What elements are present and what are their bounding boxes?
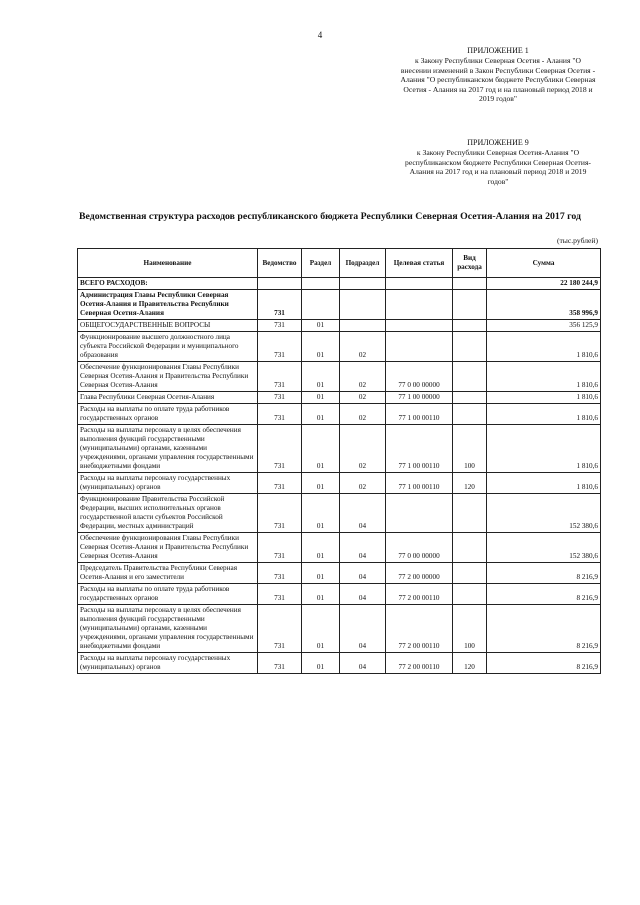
- column-header-expense-type: Вид расхода: [453, 249, 487, 278]
- row-name-cell: Функционирование высшего должностного лица субъекта Российской Федерации и муниципального образования: [78, 332, 258, 362]
- appendix-1-heading: ПРИЛОЖЕНИЕ 1: [467, 46, 529, 55]
- table-row: [78, 320, 601, 332]
- row-target-article-cell: 77 0 00 00000: [386, 362, 453, 392]
- row-department-cell: [258, 278, 302, 290]
- row-expense-type-cell: [453, 278, 487, 290]
- row-section-cell: 01: [302, 362, 340, 392]
- row-name-cell: Расходы на выплаты персоналу государственных (муниципальных) органов: [78, 473, 258, 494]
- row-subsection-cell: [340, 290, 386, 320]
- row-expense-type-cell: [453, 404, 487, 425]
- row-section-cell: 01: [302, 473, 340, 494]
- column-header-section: Раздел: [302, 249, 340, 278]
- row-section-cell: 01: [302, 404, 340, 425]
- row-subsection-cell: [340, 278, 386, 290]
- row-target-article-cell: 77 1 00 00110: [386, 404, 453, 425]
- column-header-target-article: Целевая статья: [386, 249, 453, 278]
- row-amount-cell: 8 216,9: [487, 653, 601, 674]
- row-amount-cell: 1 810,6: [487, 473, 601, 494]
- row-target-article-cell: 77 1 00 00110: [386, 473, 453, 494]
- row-expense-type-cell: [453, 320, 487, 332]
- row-name-cell: ОБЩЕГОСУДАРСТВЕННЫЕ ВОПРОСЫ: [78, 320, 258, 332]
- row-department-cell: 731: [258, 362, 302, 392]
- row-subsection-cell: 04: [340, 605, 386, 653]
- table-row: [78, 473, 601, 494]
- row-target-article-cell: 77 2 00 00110: [386, 653, 453, 674]
- units-label: (тыс.рублей): [556, 236, 598, 245]
- table-row: [78, 563, 601, 584]
- appendix-1-block: [400, 46, 596, 103]
- row-name-cell: Расходы на выплаты персоналу государственных (муниципальных) органов: [78, 653, 258, 674]
- row-section-cell: 01: [302, 584, 340, 605]
- row-department-cell: 731: [258, 320, 302, 332]
- row-expense-type-cell: [453, 392, 487, 404]
- table-row: [78, 533, 601, 563]
- row-amount-cell: 356 125,9: [487, 320, 601, 332]
- row-name-cell: Расходы на выплаты персоналу в целях обеспечения выполнения функций государственными (муниципальными) органами, казенными учреждениями, органами управления государственными внебюджетными фондами: [78, 605, 258, 653]
- row-department-cell: 731: [258, 605, 302, 653]
- row-section-cell: 01: [302, 563, 340, 584]
- row-department-cell: 731: [258, 425, 302, 473]
- row-target-article-cell: 77 2 00 00110: [386, 605, 453, 653]
- row-name-cell: Расходы на выплаты персоналу в целях обеспечения выполнения функций государственными (муниципальными) органами, казенными учреждениями, органами управления государственными внебюджетными фондами: [78, 425, 258, 473]
- row-target-article-cell: [386, 278, 453, 290]
- appendix-9-text: к Закону Республики Северная Осетия-Алания "О республиканском бюджете Республики Северная Осетия-Алания на 2017 год и на плановый период 2018 и 2019 годов": [405, 148, 591, 186]
- column-header-subsection: Подраздел: [340, 249, 386, 278]
- row-amount-cell: 1 810,6: [487, 425, 601, 473]
- row-subsection-cell: 04: [340, 563, 386, 584]
- row-target-article-cell: 77 1 00 00110: [386, 425, 453, 473]
- row-subsection-cell: 02: [340, 404, 386, 425]
- row-expense-type-cell: 100: [453, 425, 487, 473]
- row-expense-type-cell: 120: [453, 653, 487, 674]
- row-section-cell: 01: [302, 605, 340, 653]
- row-name-cell: Председатель Правительства Республики Северная Осетия-Алания и его заместители: [78, 563, 258, 584]
- row-name-cell: ВСЕГО РАСХОДОВ:: [78, 278, 258, 290]
- row-subsection-cell: 04: [340, 653, 386, 674]
- table-row: [78, 392, 601, 404]
- row-department-cell: 731: [258, 563, 302, 584]
- table-row: [78, 653, 601, 674]
- row-department-cell: 731: [258, 494, 302, 533]
- row-department-cell: 731: [258, 584, 302, 605]
- row-name-cell: Расходы на выплаты по оплате труда работников государственных органов: [78, 584, 258, 605]
- row-section-cell: 01: [302, 332, 340, 362]
- row-name-cell: Расходы на выплаты по оплате труда работников государственных органов: [78, 404, 258, 425]
- page-number: 4: [317, 30, 323, 40]
- row-target-article-cell: [386, 332, 453, 362]
- row-expense-type-cell: [453, 332, 487, 362]
- row-expense-type-cell: [453, 362, 487, 392]
- row-section-cell: [302, 278, 340, 290]
- table-row: [78, 404, 601, 425]
- row-amount-cell: 1 810,6: [487, 362, 601, 392]
- row-name-cell: Глава Республики Северная Осетия-Алания: [78, 392, 258, 404]
- table-header-row: [78, 249, 601, 278]
- row-target-article-cell: 77 1 00 00000: [386, 392, 453, 404]
- row-target-article-cell: [386, 290, 453, 320]
- row-section-cell: 01: [302, 653, 340, 674]
- row-name-cell: Обеспечение функционирования Главы Республики Северная Осетия-Алания и Правительства Республики Северная Осетия-Алания: [78, 362, 258, 392]
- row-expense-type-cell: [453, 533, 487, 563]
- row-amount-cell: 8 216,9: [487, 605, 601, 653]
- row-department-cell: 731: [258, 533, 302, 563]
- row-subsection-cell: 02: [340, 425, 386, 473]
- row-expense-type-cell: [453, 584, 487, 605]
- column-header-amount: Сумма: [487, 249, 601, 278]
- row-expense-type-cell: 100: [453, 605, 487, 653]
- row-expense-type-cell: [453, 494, 487, 533]
- row-section-cell: 01: [302, 425, 340, 473]
- table-row: [78, 362, 601, 392]
- row-amount-cell: 1 810,6: [487, 404, 601, 425]
- row-subsection-cell: 04: [340, 584, 386, 605]
- row-section-cell: 01: [302, 392, 340, 404]
- row-name-cell: Функционирование Правительства Российской Федерации, высших исполнительных органов государственной власти субъектов Российской Федерации, местных администраций: [78, 494, 258, 533]
- column-header-department: Ведомство: [258, 249, 302, 278]
- table-row: [78, 584, 601, 605]
- row-subsection-cell: 02: [340, 332, 386, 362]
- row-department-cell: 731: [258, 653, 302, 674]
- row-expense-type-cell: [453, 563, 487, 584]
- row-expense-type-cell: [453, 290, 487, 320]
- row-department-cell: 731: [258, 404, 302, 425]
- row-department-cell: 731: [258, 473, 302, 494]
- document-title: Ведомственная структура расходов республиканского бюджета Республики Северная Осетия-Алания на 2017 год: [79, 211, 581, 222]
- row-amount-cell: 358 996,9: [487, 290, 601, 320]
- table-row: [78, 332, 601, 362]
- table-body: [78, 278, 601, 674]
- row-target-article-cell: [386, 494, 453, 533]
- row-section-cell: 01: [302, 533, 340, 563]
- row-target-article-cell: 77 0 00 00000: [386, 533, 453, 563]
- row-subsection-cell: 04: [340, 533, 386, 563]
- table-row: [78, 605, 601, 653]
- row-amount-cell: 152 380,6: [487, 494, 601, 533]
- row-department-cell: 731: [258, 290, 302, 320]
- table-row: [78, 278, 601, 290]
- row-amount-cell: 1 810,6: [487, 332, 601, 362]
- row-department-cell: 731: [258, 392, 302, 404]
- row-amount-cell: 8 216,9: [487, 584, 601, 605]
- row-target-article-cell: [386, 320, 453, 332]
- row-amount-cell: 8 216,9: [487, 563, 601, 584]
- appendix-9-heading: ПРИЛОЖЕНИЕ 9: [467, 138, 529, 147]
- row-name-cell: Обеспечение функционирования Главы Республики Северная Осетия-Алания и Правительства Республики Северная Осетия-Алания: [78, 533, 258, 563]
- row-section-cell: 01: [302, 494, 340, 533]
- appendix-1-text: к Закону Республики Северная Осетия - Алания "О внесении изменений в Закон Республики Северная Осетия - Алания "О республиканском бюджете Республики Северная Осетия - Алания на 2017 год и на плановый период 2018 и 2019 годов": [400, 56, 596, 104]
- row-amount-cell: 1 810,6: [487, 392, 601, 404]
- row-name-cell: Администрация Главы Республики Северная Осетия-Алания и Правительства Республики Северная Осетия-Алания: [78, 290, 258, 320]
- row-expense-type-cell: 120: [453, 473, 487, 494]
- row-amount-cell: 152 380,6: [487, 533, 601, 563]
- row-subsection-cell: 02: [340, 392, 386, 404]
- table-row: [78, 494, 601, 533]
- row-amount-cell: 22 180 244,9: [487, 278, 601, 290]
- row-target-article-cell: 77 2 00 00110: [386, 584, 453, 605]
- row-target-article-cell: 77 2 00 00000: [386, 563, 453, 584]
- row-department-cell: 731: [258, 332, 302, 362]
- row-section-cell: 01: [302, 320, 340, 332]
- appendix-9-block: [400, 138, 596, 186]
- column-header-name: Наименование: [78, 249, 258, 278]
- table-row: [78, 290, 601, 320]
- table-row: [78, 425, 601, 473]
- budget-table: [77, 248, 601, 674]
- row-section-cell: [302, 290, 340, 320]
- row-subsection-cell: 02: [340, 473, 386, 494]
- row-subsection-cell: [340, 320, 386, 332]
- row-subsection-cell: 04: [340, 494, 386, 533]
- row-subsection-cell: 02: [340, 362, 386, 392]
